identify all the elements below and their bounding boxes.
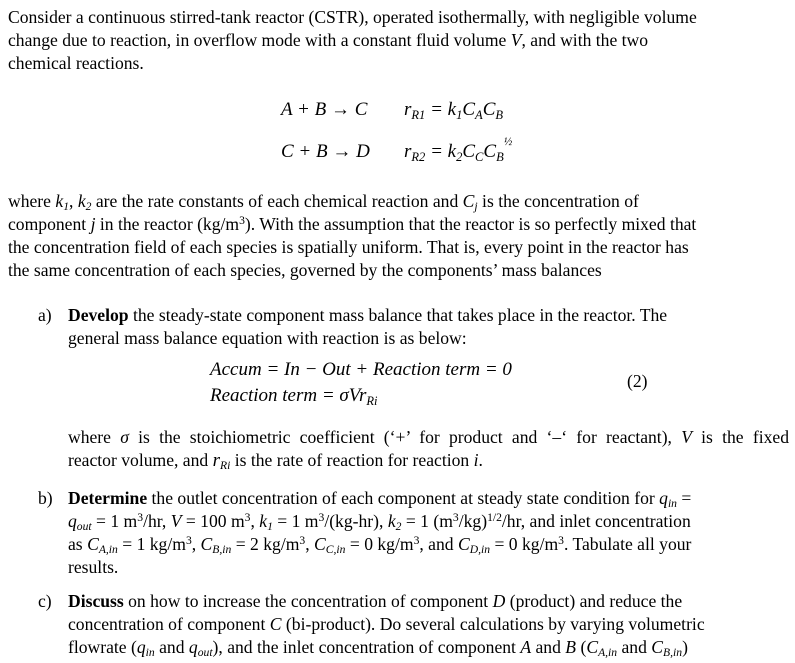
reaction-1-equation: A + B → C [281, 99, 368, 120]
part-a-where-line-1: where σ is the stoichiometric coefficient (‘+’ for product and ‘–‘ for reactant), V is the fixed [68, 427, 789, 447]
intro-line-1: Consider a continuous stirred-tank reactor (CSTR), operated isothermally, with negligible volume [8, 7, 697, 27]
equation-number: (2) [627, 371, 648, 391]
part-b-line-4: results. [68, 557, 119, 577]
reaction-2-equation: C + B → D [281, 141, 370, 162]
mass-balance-equation: Accum = In − Out + Reaction term = 0 [210, 359, 512, 380]
where-line-1: where $k_1$, $k_2$ are the rate constants of each chemical reaction and $C_j$ is the concentration of [8, 191, 639, 214]
reaction-2-rate: $r_{R2}$ = $k_2C_CC_B\frac{1}{2}$ [404, 136, 513, 164]
part-a-where [68, 426, 789, 472]
intro-line-2: change due to reaction, in overflow mode with a constant fluid volume V, and with the two [8, 30, 649, 50]
part-a-where-line-2: reactor volume, and $r_{Ri}$ is the rate of reaction for reaction i. [68, 450, 483, 473]
part-c-line-1: Discuss on how to increase the concentration of component D (product) and reduce the [68, 591, 683, 611]
where-line-2: component j in the reactor $(kg/m^3)$. With the assumption that the reactor is so perfectly mixed that [8, 214, 697, 234]
reaction-term-equation: Reaction term = σVr$_{Ri}$ [210, 385, 378, 408]
part-c-line-3: flowrate ($q_{in}$ and $q_{out}$), and the inlet concentration of component A and B ($C_{A,in}$ and $C_{B,in}$) [68, 637, 688, 660]
part-c-line-2: concentration of component C (bi-product). Do several calculations by varying volumetric [68, 614, 705, 634]
part-b-body [68, 487, 789, 579]
part-b-line-2: $q_{out} = 1$ $m^3/hr$, V = 100 $m^3$, $k_1 = 1$ $m^3/(kg-hr)$, $k_2 = 1$ $(m^3/kg)^{1/2}/hr$, and inlet concentration [68, 511, 691, 534]
part-b-label: b) [38, 488, 53, 508]
part-a-body [68, 304, 789, 350]
part-b-line-3: as $C_{A,in} = 1$ $kg/m^3$, $C_{B,in} = 2$ $kg/m^3$, $C_{C,in} = 0$ $kg/m^3$, and $C_{D,in} = 0$ $kg/m^3$. Tabulate all your [68, 534, 692, 557]
where-line-3: the concentration field of each species is spatially uniform. That is, every point in the reactor has [8, 237, 689, 257]
part-b-line-1: Determine the outlet concentration of each component at steady state condition for $q_{in}$ = [68, 488, 692, 511]
where-paragraph [8, 190, 789, 282]
where-line-4: the same concentration of each species, governed by the components’ mass balances [8, 260, 602, 280]
part-a-line-2: general mass balance equation with reaction is as below: [68, 328, 467, 348]
intro-line-3: chemical reactions. [8, 53, 144, 73]
intro-paragraph [8, 6, 789, 75]
reaction-1-rate: $r_{R1} = k_1C_AC_B$ [404, 99, 504, 122]
part-c-label: c) [38, 591, 52, 611]
part-c-body [68, 590, 789, 659]
part-a-line-1: Develop the steady-state component mass balance that takes place in the reactor. The [68, 305, 668, 325]
part-a-label: a) [38, 305, 52, 325]
